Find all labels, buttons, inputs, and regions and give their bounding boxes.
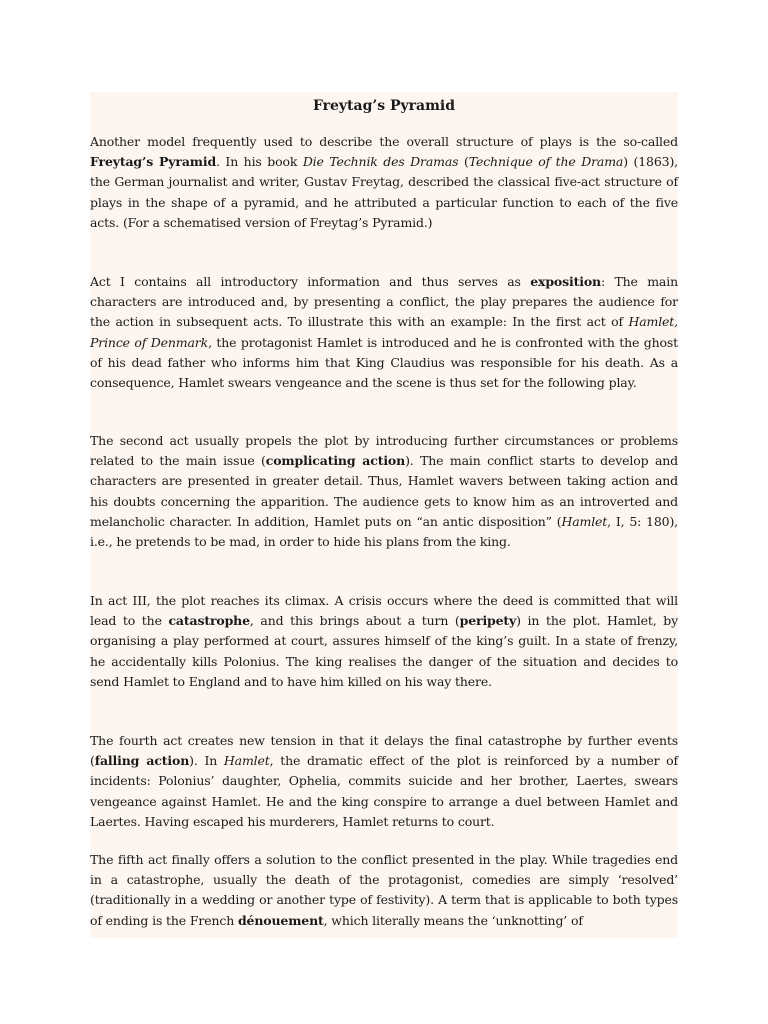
text-run: ( <box>458 154 469 170</box>
text-run: The fourth act creates new tension in that it delays the final catastrophe by further events ( <box>90 733 678 769</box>
text-run: : The main characters are introduced and, by presenting a conflict, the play prepares the audience for the action in subsequent acts. To illustrate this with an example: In the first act of <box>90 274 678 330</box>
bold-term: exposition <box>530 274 601 289</box>
text-run: , the protagonist Hamlet is introduced and he is confronted with the ghost of his dead father who informs him that King Claudius was responsible for his death. As a consequence, Hamlet swears vengeance and the scene is thus set for the following play. <box>90 334 678 391</box>
text-run: ). In <box>189 753 224 769</box>
paragraph-act-4 <box>90 731 678 832</box>
text-run: Act I contains all introductory information and thus serves as <box>90 274 531 289</box>
paragraph-act-5 <box>90 850 678 931</box>
italic-title: Hamlet <box>223 753 270 769</box>
text-run: , and this brings about a turn ( <box>249 613 460 629</box>
bold-term: peripety <box>459 613 517 629</box>
italic-title: Technique of the Drama <box>468 154 624 170</box>
text-run: Another model frequently used to describe the overall structure of plays is the so-called <box>90 134 678 149</box>
bold-term: dénouement <box>237 912 324 928</box>
text-run: . In his book <box>216 154 303 170</box>
text-run: ). The main conflict starts to develop and characters are presented in greater detail. Thus, Hamlet wavers between taking action and his doubts concerning the apparition. The audience gets to know him as an introverted and melancholic character. In addition, Hamlet puts on “an antic disposition” ( <box>90 453 678 529</box>
italic-title: Die Technik des Dramas <box>302 154 459 170</box>
bold-term: Freytag’s Pyramid <box>90 154 217 170</box>
italic-title: Hamlet, Prince of Denmark <box>90 314 678 350</box>
bold-term: complicating action <box>265 453 406 469</box>
text-run: , the dramatic effect of the plot is reinforced by a number of incidents: Polonius’ daughter, Ophelia, commits suicide and her brother, Laertes, swears vengeance against Hamlet. He and the king conspire to arrange a duel between Hamlet and Laertes. Having escaped his murderers, Hamlet returns to court. <box>90 753 678 829</box>
bold-term: catastrophe <box>168 613 250 629</box>
text-run: , which literally means the ‘unknotting’ of <box>323 912 583 928</box>
text-run: The second act usually propels the plot by introducing further circumstances or problems related to the main issue ( <box>90 433 678 469</box>
document-page <box>90 92 678 938</box>
page-title: Freytag’s Pyramid <box>312 98 456 114</box>
paragraph-intro <box>90 132 678 233</box>
text-run: The fifth act finally offers a solution to the conflict presented in the play. While tragedies end in a catastrophe, usually the death of the protagonist, comedies are simply ‘resolved’ (traditionally in a wedding or another type of festivity). A term that is applicable to both types of ending is the French <box>90 852 678 928</box>
bold-term: falling action <box>94 753 190 769</box>
paragraph-act-1 <box>90 272 678 393</box>
text-run: ) (1863), the German journalist and writer, Gustav Freytag, described the classical five-act structure of plays in the shape of a pyramid, and he attributed a particular function to each of the five acts. (For a schematised version of Freytag’s Pyramid.) <box>90 154 678 230</box>
paragraph-act-2 <box>90 431 678 552</box>
text-run: , I, 5: 180), i.e., he pretends to be mad, in order to hide his plans from the king. <box>90 513 679 550</box>
italic-title: Hamlet <box>561 513 608 529</box>
text-run: In act III, the plot reaches its climax. A crisis occurs where the deed is committed that will lead to the <box>90 593 678 629</box>
text-run: ) in the plot. Hamlet, by organising a play performed at court, assures himself of the king’s guilt. In a state of frenzy, he accidentally kills Polonius. The king realises the danger of the situation and decides to send Hamlet to England and to have him killed on his way there. <box>90 613 678 689</box>
paragraph-act-3 <box>90 591 678 692</box>
